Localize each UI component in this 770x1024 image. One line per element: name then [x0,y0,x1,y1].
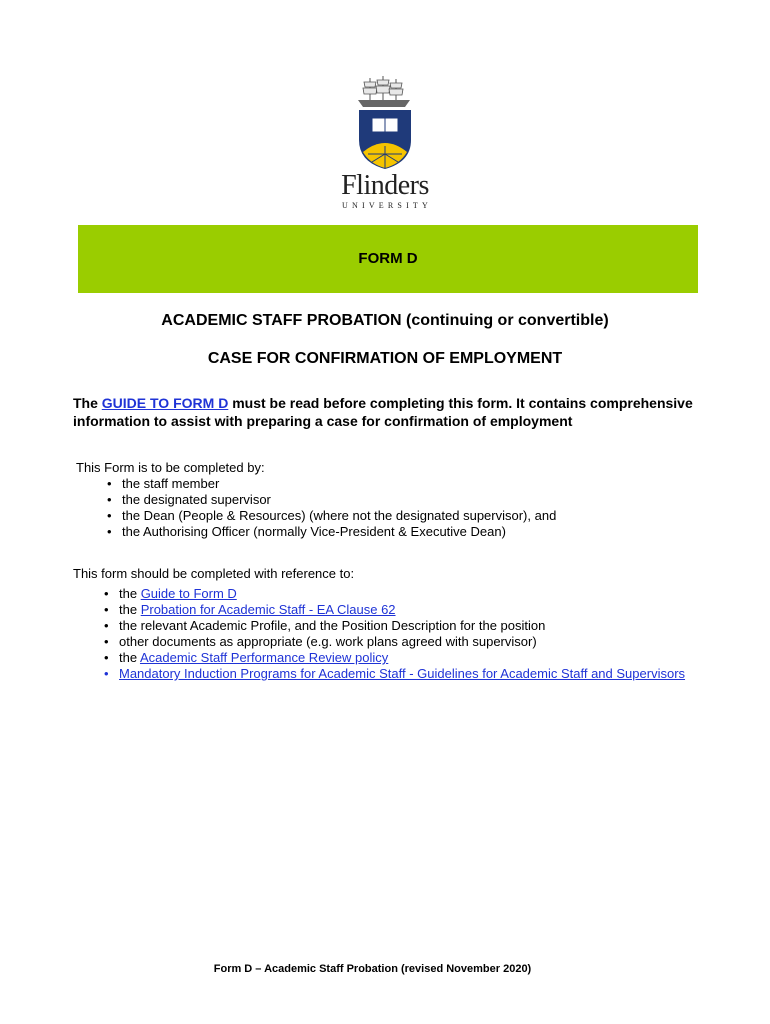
intro-prefix: The [73,395,102,411]
intro-suffix: must be read before completing this form. It contains comprehensive information to assist with preparing a case for confirmation of employment [73,395,693,429]
list-item-text: other documents as appropriate (e.g. work plans agreed with supervisor) [119,634,537,649]
reference-section [73,566,713,682]
list-item [76,476,716,492]
page-footer: Form D – Academic Staff Probation (revised November 2020) [213,963,532,975]
probation-clause-link[interactable]: Probation for Academic Staff - EA Clause 62 [140,602,396,617]
bullet-icon: • [104,666,109,681]
crest-icon [350,74,420,170]
university-logo [320,74,450,210]
list-item [76,508,716,524]
list-item-text: the Authorising Officer (normally Vice-President & Executive Dean) [122,524,506,539]
list-item [73,602,713,618]
bullet-icon: • [104,602,109,617]
list-item-text: the [119,602,141,617]
list-item [73,634,713,650]
logo-subword: UNIVERSITY [342,201,432,210]
logo-wordmark: Flinders [341,170,429,201]
list-item-text: the designated supervisor [122,492,271,507]
bullet-icon: • [104,650,109,665]
completed-by-section [76,460,716,540]
bullet-icon: • [104,586,109,601]
list-item [73,586,713,602]
list-item-text: the [119,650,140,665]
reference-lead: This form should be completed with reference to: [73,566,355,581]
intro-paragraph [73,394,693,430]
completed-by-lead: This Form is to be completed by: [76,460,265,475]
heading-probation: ACADEMIC STAFF PROBATION (continuing or convertible) [161,312,609,329]
list-item-text: the Dean (People & Resources) (where not the designated supervisor), and [122,508,557,523]
bullet-icon: • [107,508,112,523]
bullet-icon: • [107,476,112,491]
list-item-text: the relevant Academic Profile, and the Position Description for the position [119,618,546,633]
heading-case: CASE FOR CONFIRMATION OF EMPLOYMENT [207,350,563,367]
completed-by-list [76,476,716,540]
list-item [76,492,716,508]
bullet-icon: • [104,634,109,649]
performance-review-policy-link[interactable]: Academic Staff Performance Review policy [139,650,389,665]
guide-to-form-d-ref-link[interactable]: Guide to Form D [140,586,237,601]
form-title: FORM D [358,249,418,267]
bullet-icon: • [107,492,112,507]
list-item-text: the [119,586,141,601]
form-banner [78,225,698,293]
list-item [73,650,713,666]
bullet-icon: • [104,618,109,633]
mandatory-induction-link[interactable]: Mandatory Induction Programs for Academic Staff - Guidelines for Academic Staff and Supervisors [119,666,686,681]
list-item [76,524,716,540]
bullet-icon: • [107,524,112,539]
list-item [73,618,713,634]
reference-list [73,586,713,682]
list-item [73,666,713,682]
list-item-text: the staff member [122,476,220,491]
guide-to-form-d-link[interactable]: GUIDE TO FORM D [101,395,229,411]
